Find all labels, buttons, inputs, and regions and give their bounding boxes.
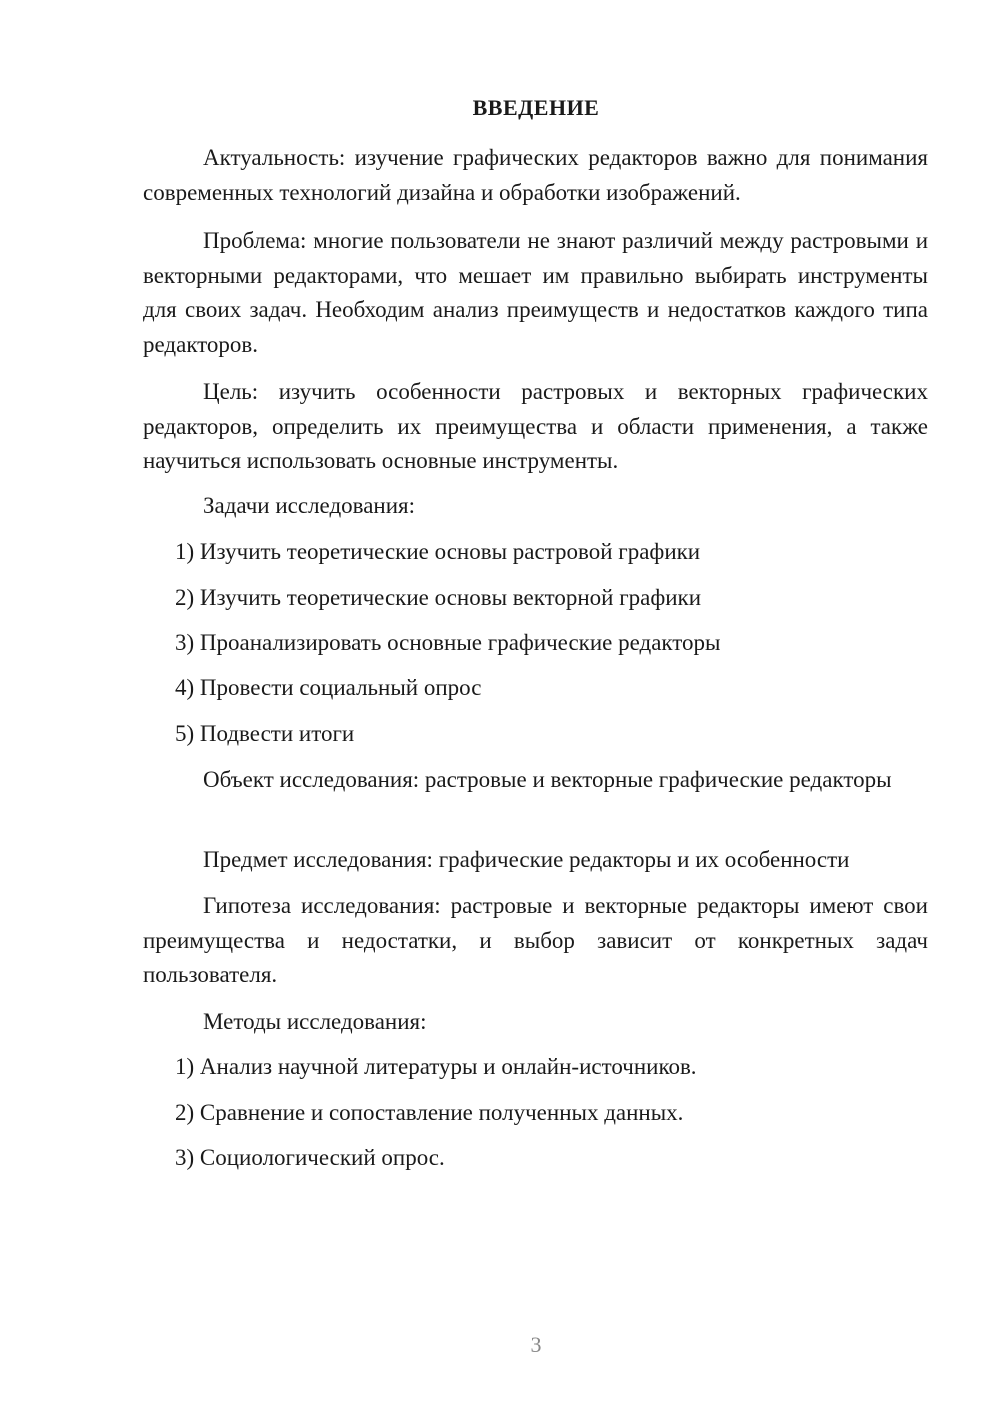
method-item: 2) Сравнение и сопоставление полученных данных. (175, 1100, 684, 1125)
hypothesis-paragraph: Гипотеза исследования: растровые и векторные редакторы имеют свои преимущества и недостатки, и выбор зависит от конкретных задач пользователя. (143, 893, 928, 987)
task-item: 5) Подвести итоги (175, 721, 355, 746)
section-title: ВВЕДЕНИЕ (472, 95, 600, 120)
methods-heading: Методы исследования: (203, 1009, 427, 1034)
page-number: 3 (530, 1332, 542, 1357)
problem-paragraph: Проблема: многие пользователи не знают различий между растровыми и векторными редакторами, что мешает им правильно выбирать инструменты для своих задач. Необходим анализ преимуществ и недостатков каждого типа редакторов. (143, 228, 928, 357)
task-item: 3) Проанализировать основные графические редакторы (175, 630, 721, 655)
task-item: 2) Изучить теоретические основы векторной графики (175, 585, 702, 610)
method-item: 1) Анализ научной литературы и онлайн-источников. (175, 1054, 697, 1079)
tasks-heading: Задачи исследования: (203, 493, 416, 518)
goal-paragraph: Цель: изучить особенности растровых и векторных графических редакторов, определить их преимущества и области применения, а также научиться использовать основные инструменты. (143, 379, 928, 473)
relevance-paragraph: Актуальность: изучение графических редакторов важно для понимания современных технологий дизайна и обработки изображений. (143, 145, 928, 205)
method-item: 3) Социологический опрос. (175, 1145, 445, 1170)
object-paragraph: Объект исследования: растровые и векторные графические редакторы (203, 767, 892, 792)
task-item: 1) Изучить теоретические основы растровой графики (175, 539, 701, 564)
task-item: 4) Провести социальный опрос (175, 675, 482, 700)
subject-paragraph: Предмет исследования: графические редакторы и их особенности (203, 847, 850, 872)
